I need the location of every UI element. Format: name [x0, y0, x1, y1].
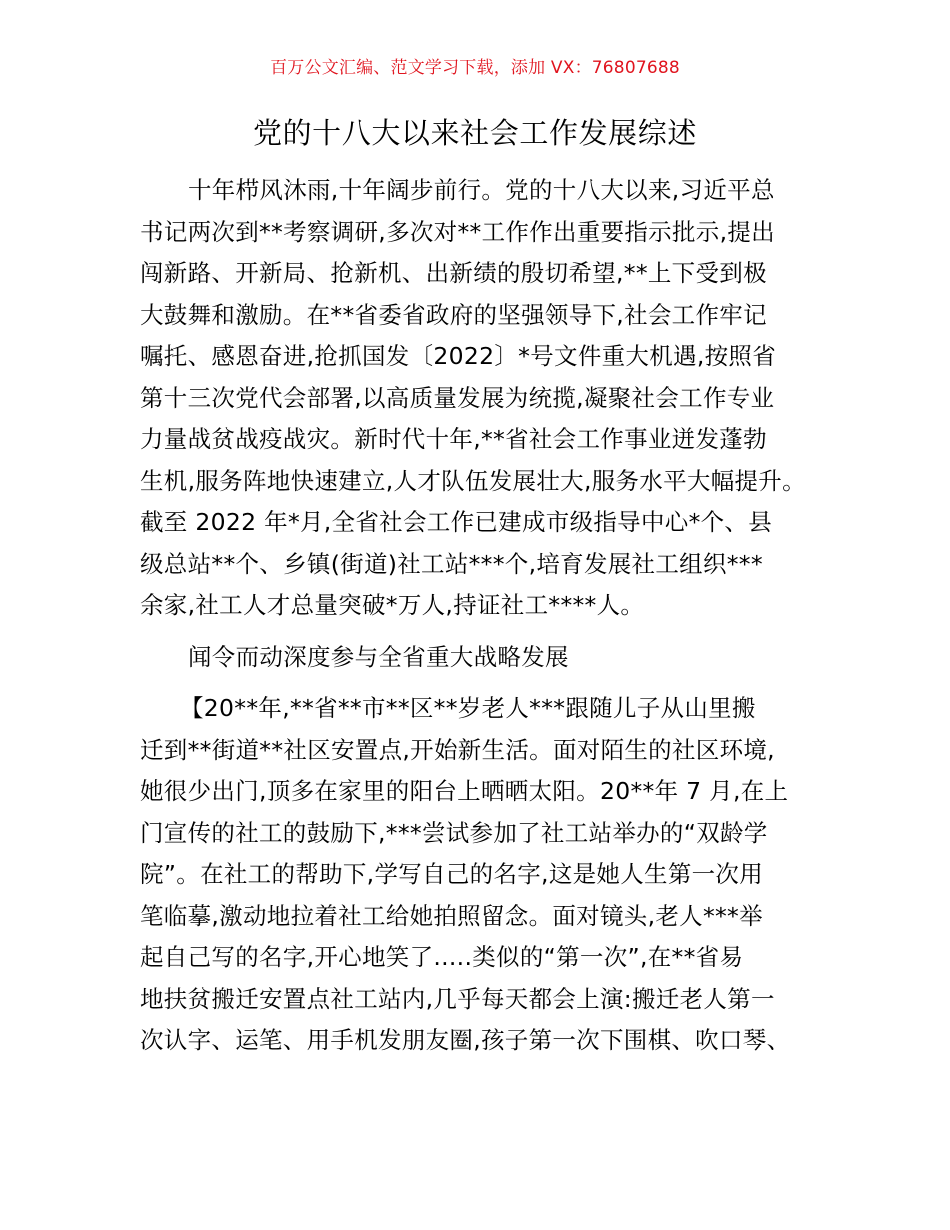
- document-body: [140, 170, 830, 1062]
- section-heading-text: 闻令而动深度参与全省重大战略发展: [188, 642, 569, 671]
- paragraph-line: 笔临摹,激动地拉着社工给她拍照留念。面对镜头,老人***举: [140, 901, 763, 930]
- paragraph-line: 级总站**个、乡镇(街道)社工站***个,培育发展社工组织***: [140, 549, 763, 578]
- paragraph-line: 生机,服务阵地快速建立,人才队伍发展壮大,服务水平大幅提升。: [140, 466, 806, 495]
- section-heading: [140, 637, 830, 679]
- paragraph-line: 她很少出门,顶多在家里的阳台上晒晒太阳。20**年 7 月,在上: [140, 777, 789, 805]
- paragraph-line: 十年栉风沐雨,十年阔步前行。党的十八大以来,习近平总: [188, 176, 775, 204]
- watermark-banner: 百万公文汇编、范文学习下载，添加 VX：76807688: [270, 58, 680, 78]
- paragraph-line: 力量战贫战疫战灾。新时代十年,**省社会工作事业迸发蓬勃: [140, 425, 767, 453]
- paragraph-line: 门宣传的社工的鼓励下,***尝试参加了社工站举办的“双龄学: [140, 818, 768, 847]
- paragraph-line: 起自己写的名字,开心地笑了.....类似的“第一次”,在**省易: [140, 943, 744, 971]
- document-title: 党的十八大以来社会工作发展综述: [252, 116, 697, 150]
- paragraph-line: 大鼓舞和激励。在**省委省政府的坚强领导下,社会工作牢记: [140, 300, 767, 329]
- paragraph-line: 第十三次党代会部署,以高质量发展为统揽,凝聚社会工作专业: [140, 383, 775, 412]
- paragraph-line: 次认字、运笔、用手机发朋友圈,孩子第一次下围棋、吹口琴、: [140, 1026, 791, 1054]
- paragraph-intro: [140, 170, 830, 627]
- paragraph-line: 余家,社工人才总量突破*万人,持证社工****人。: [140, 591, 645, 619]
- paragraph-line: 【20**年,**省**市**区**岁老人***跟随儿子从山里搬: [180, 694, 756, 722]
- paragraph-line: 嘱托、感恩奋进,抢抓国发〔2022〕*号文件重大机遇,按照省: [140, 342, 776, 370]
- paragraph-line: 截至 2022 年*月,全省社会工作已建成市级指导中心*个、县: [140, 508, 773, 536]
- paragraph-line: 闯新路、开新局、抢新机、出新绩的殷切希望,**上下受到极: [140, 259, 767, 287]
- paragraph-line: 院”。在社工的帮助下,学写自己的名字,这是她人生第一次用: [140, 860, 764, 888]
- paragraph-line: 迁到**街道**社区安置点,开始新生活。面对陌生的社区环境,: [140, 735, 775, 764]
- paragraph-line: 地扶贫搬迁安置点社工站内,几乎每天都会上演:搬迁老人第一: [140, 984, 775, 1013]
- paragraph-story: [140, 688, 830, 1062]
- paragraph-spacer: [140, 627, 830, 637]
- paragraph-line: 书记两次到**考察调研,多次对**工作作出重要指示批示,提出: [140, 217, 775, 246]
- paragraph-spacer: [140, 678, 830, 688]
